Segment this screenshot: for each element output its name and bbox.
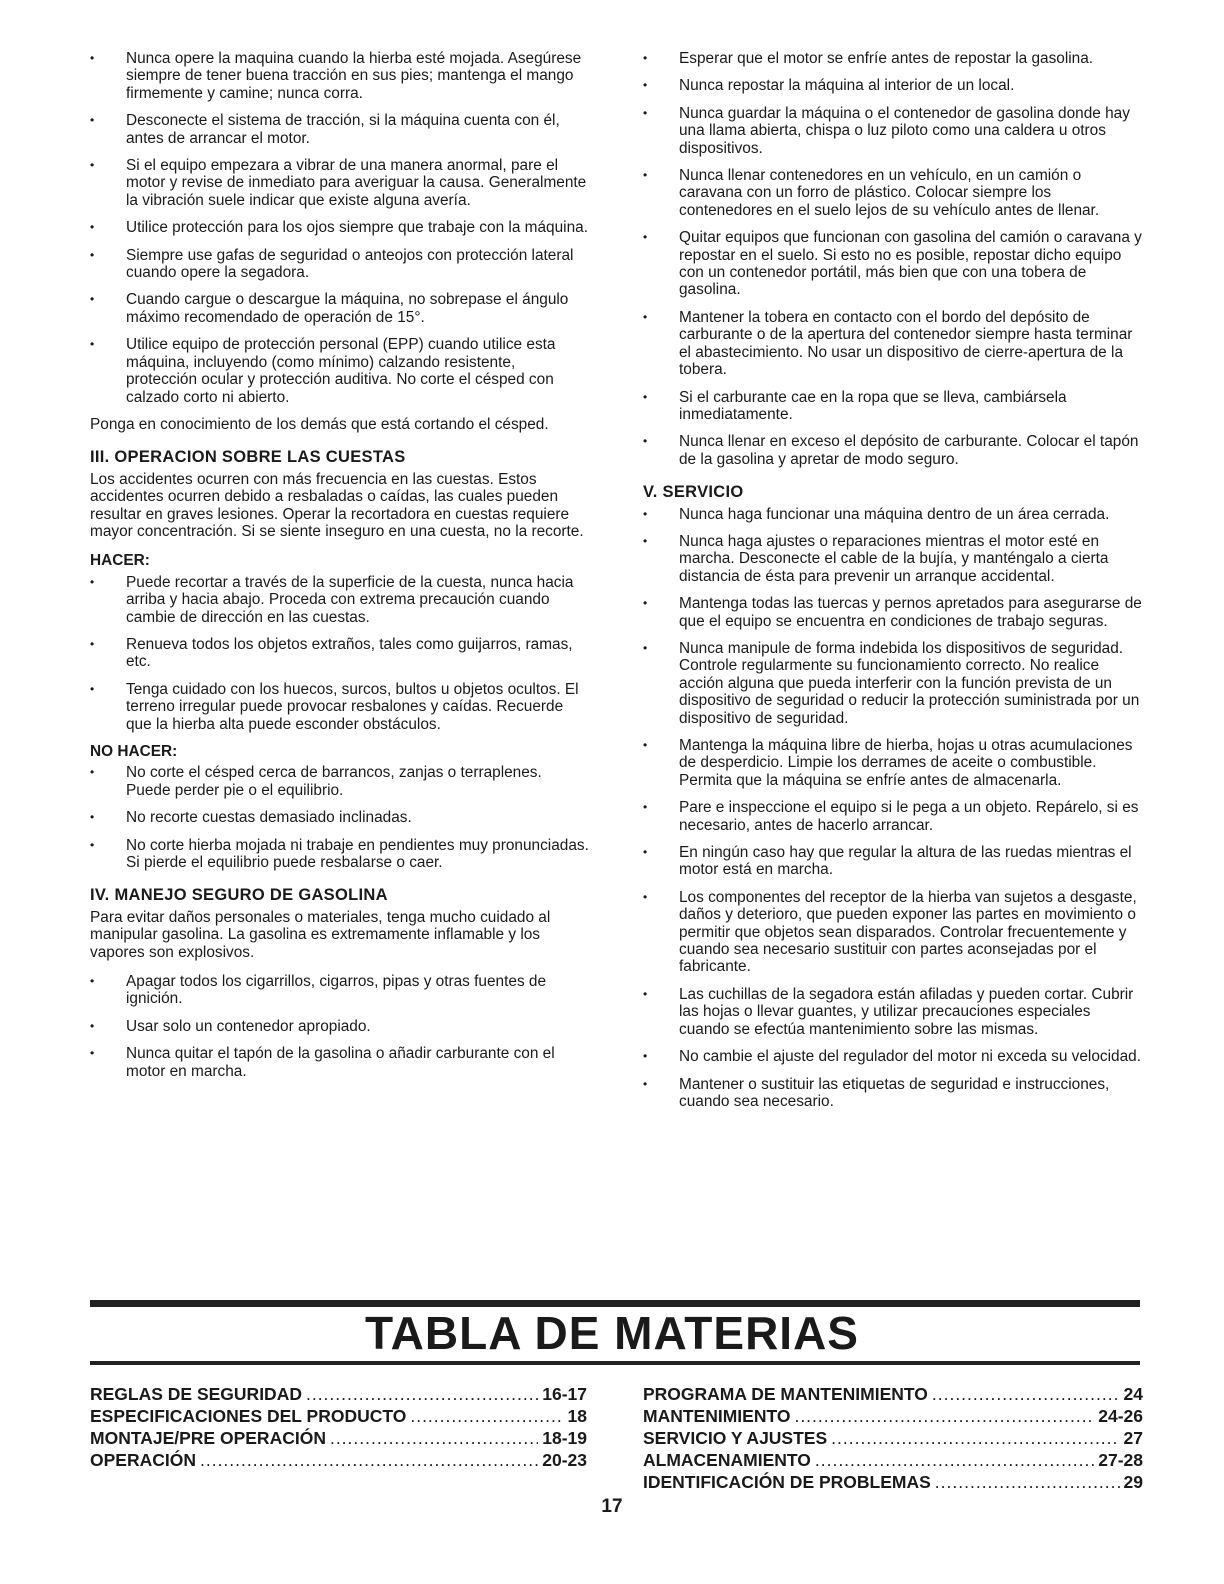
list-item: • Mantenga todas las tuercas y pernos apretados para asegurarse de que el equipo se encuentra en condiciones de trabajo seguras. [643,595,1143,630]
toc-entry-page: 18-19 [542,1428,587,1448]
toc-right-column [643,1383,1143,1493]
toc-title: TABLA DE MATERIAS [364,1307,859,1359]
toc-entry-page: 24 [1123,1384,1143,1404]
toc-entry-label: SERVICIO Y AJUSTES [643,1428,828,1448]
list-item: • Pare e inspeccione el equipo si le pega a un objeto. Repárelo, si es necesario, antes de hacerlo arrancar. [643,799,1143,834]
do-heading: HACER: [90,552,150,570]
toc-entry-label: OPERACIÓN [90,1450,196,1470]
toc-leader-dots [200,1449,538,1471]
service-list [643,506,1143,1111]
toc-entry[interactable] [643,1471,1143,1493]
toc-leader-dots [935,1471,1120,1493]
toc-leader-dots [932,1383,1120,1405]
toc-entry[interactable] [90,1383,587,1405]
list-item: • Puede recortar a través de la superficie de la cuesta, nunca hacia arriba y hacia abajo. Proceda con extrema precaución cuando cambie de dirección en las cuestas. [90,574,590,626]
dont-list [90,764,590,871]
dont-heading: NO HACER: [90,743,178,760]
list-item: • No corte el césped cerca de barrancos, zanjas o terraplenes. Puede perder pie o el equilibrio. [90,764,590,799]
toc-entry-label: PROGRAMA DE MANTENIMIENTO [643,1384,928,1404]
toc-entry[interactable] [90,1427,587,1449]
toc-entry-label: IDENTIFICACIÓN DE PROBLEMAS [643,1472,931,1492]
toc-entry-page: 16-17 [542,1384,587,1404]
list-item: • Usar solo un contenedor apropiado. [90,1018,590,1035]
toc-left-column [90,1383,587,1471]
toc-entry[interactable] [643,1449,1143,1471]
list-item: • Si el carburante cae en la ropa que se lleva, cambiársela inmediatamente. [643,389,1143,424]
list-item: • En ningún caso hay que regular la altura de las ruedas mientras el motor está en marcha. [643,844,1143,879]
toc-leader-dots [306,1383,538,1405]
list-item: • Nunca haga funcionar una máquina dentro de un área cerrada. [643,506,1143,523]
toc-entry[interactable] [90,1449,587,1471]
intro-note: Ponga en conocimiento de los demás que está cortando el césped. [90,415,549,433]
list-item: • Nunca guardar la máquina o el contenedor de gasolina donde hay una llama abierta, chispa o luz piloto como una caldera u otros dispositivos. [643,105,1143,157]
list-item: • Mantenga la máquina libre de hierba, hojas u otras acumulaciones de desperdicio. Limpie los derrames de aceite o combustible. Permita que la máquina se enfríe antes de almacenarla. [643,737,1143,789]
toc-entry-page: 29 [1123,1472,1143,1492]
list-item: • Las cuchillas de la segadora están afiladas y pueden cortar. Cubrir las hojas o llevar guantes, y utilizar precauciones especiales cuando se efectúa mantenimiento sobre las mismas. [643,986,1143,1038]
list-item: • Cuando cargue o descargue la máquina, no sobrepase el ángulo máximo recomendado de operación de 15°. [90,291,590,326]
do-list [90,574,590,733]
slopes-paragraph: Los accidentes ocurren con más frecuencia en las cuestas. Estos accidentes ocurren debido a resbaladas o caídas, las cuales pueden resultar en graves lesiones. Operar la recortadora en cuestas requiere mayor concentración. Si se siente inseguro en una cuesta, no la recorte. [90,470,584,540]
list-item: • Nunca quitar el tapón de la gasolina o añadir carburante con el motor en marcha. [90,1045,590,1080]
toc-entry-label: MONTAJE/PRE OPERACIÓN [90,1428,326,1448]
list-item: • Renueva todos los objetos extraños, tales como guijarros, ramas, etc. [90,636,590,671]
list-item: • Nunca repostar la máquina al interior de un local. [643,77,1143,94]
toc-entry-page: 24-26 [1098,1406,1143,1426]
list-item: • Nunca haga ajustes o reparaciones mientras el motor esté en marcha. Desconecte el cable de la bujía, y manténgalo a cierta distancia de ésta para prevenir un arranque accidental. [643,533,1143,585]
list-item: • Utilice equipo de protección personal (EPP) cuando utilice esta máquina, incluyendo (como mínimo) calzando resistente, protección ocular y protección auditiva. No corte el césped con calzado corto ni abierto. [90,336,590,406]
toc-entry[interactable] [643,1405,1143,1427]
toc-entry[interactable] [90,1405,587,1427]
page-number: 17 [601,1496,623,1517]
toc-entry-page: 27-28 [1098,1450,1143,1470]
list-item: • Apagar todos los cigarrillos, cigarros, pipas y otras fuentes de ignición. [90,973,590,1008]
list-item: • Nunca llenar en exceso el depósito de carburante. Colocar el tapón de la gasolina y apretar de modo seguro. [643,433,1143,468]
toc-leader-dots [410,1405,563,1427]
list-item: • Desconecte el sistema de tracción, si la máquina cuenta con él, antes de arrancar el motor. [90,112,590,147]
list-item: • Nunca manipule de forma indebida los dispositivos de seguridad. Controle regularmente su funcionamiento correcto. No realice acción alguna que pueda interferir con la función prevista de un dispositivo de seguridad o reducir la protección suministrada por un dispositivo de seguridad. [643,640,1143,727]
list-item: • No corte hierba mojada ni trabaje en pendientes muy pronunciadas. Si pierde el equilibrio puede resbalarse o caer. [90,837,590,872]
toc-entry-label: ALMACENAMIENTO [643,1450,811,1470]
left-column [90,50,590,1090]
fuel-list [90,973,590,1080]
list-item: • Siempre use gafas de seguridad o anteojos con protección lateral cuando opere la segadora. [90,247,590,282]
list-item: • Nunca llenar contenedores en un vehículo, en un camión o caravana con un forro de plástico. Colocar siempre los contenedores en el suelo lejos de su vehículo antes de llenar. [643,167,1143,219]
list-item: • Si el equipo empezara a vibrar de una manera anormal, pare el motor y revise de inmediato para averiguar la causa. Generalmente la vibración suele indicar que existe alguna avería. [90,157,590,209]
toc-entry-label: ESPECIFICACIONES DEL PRODUCTO [90,1406,407,1426]
intro-bullet-list [90,50,590,406]
list-item: • Mantener o sustituir las etiquetas de seguridad e instrucciones, cuando sea necesario. [643,1076,1143,1111]
toc-entry-label: MANTENIMIENTO [643,1406,791,1426]
toc-entry-page: 18 [567,1406,587,1426]
list-item: • Los componentes del receptor de la hierba van sujetos a desgaste, daños y deterioro, que pueden exponer las partes en movimiento o permitir que objetos sean disparados. Controlar frecuentemente y cuando sea necesario sustituir con partes aconsejadas por el fabricante. [643,889,1143,976]
toc-leader-dots [794,1405,1094,1427]
list-item: • Quitar equipos que funcionan con gasolina del camión o caravana y repostar en el suelo. Si esto no es posible, repostar dicho equipo con un contenedor portátil, más bien que con una tobera de gasolina. [643,229,1143,299]
fuel-continued-list [643,50,1143,468]
toc-entry[interactable] [643,1383,1143,1405]
toc-entry-page: 20-23 [542,1450,587,1470]
list-item: • Nunca opere la maquina cuando la hierba esté mojada. Asegúrese siempre de tener buena tracción en sus pies; mantenga el mango firmemente y camine; nunca corra. [90,50,590,102]
toc-entry-page: 27 [1123,1428,1143,1448]
list-item: • Mantener la tobera en contacto con el bordo del depósito de carburante o de la apertura del contenedor siempre hasta terminar el abastecimiento. No usar un dispositivo de cierre-apertura de la tobera. [643,309,1143,379]
list-item: • Esperar que el motor se enfríe antes de repostar la gasolina. [643,50,1143,67]
section-heading-fuel: IV. MANEJO SEGURO DE GASOLINA [90,886,388,905]
list-item: • Tenga cuidado con los huecos, surcos, bultos u objetos ocultos. El terreno irregular puede provocar resbalones y caídas. Recuerde que la hierba alta puede esconder obstáculos. [90,681,590,733]
toc-leader-dots [815,1449,1094,1471]
list-item: • Utilice protección para los ojos siempre que trabaje con la máquina. [90,219,590,236]
fuel-paragraph: Para evitar daños personales o materiales, tenga mucho cuidado al manipular gasolina. La gasolina es extremamente inflamable y los vapores son explosivos. [90,908,551,961]
toc-entry[interactable] [643,1427,1143,1449]
section-heading-service: V. SERVICIO [643,483,744,502]
toc-entry-label: REGLAS DE SEGURIDAD [90,1384,302,1404]
toc-leader-dots [831,1427,1119,1449]
list-item: • No cambie el ajuste del regulador del motor ni exceda su velocidad. [643,1048,1143,1065]
toc-leader-dots [330,1427,538,1449]
section-heading-slopes: III. OPERACION SOBRE LAS CUESTAS [90,448,406,467]
right-column [643,50,1143,1120]
list-item: • No recorte cuestas demasiado inclinadas. [90,809,590,826]
toc-bottom-rule [90,1361,1140,1365]
